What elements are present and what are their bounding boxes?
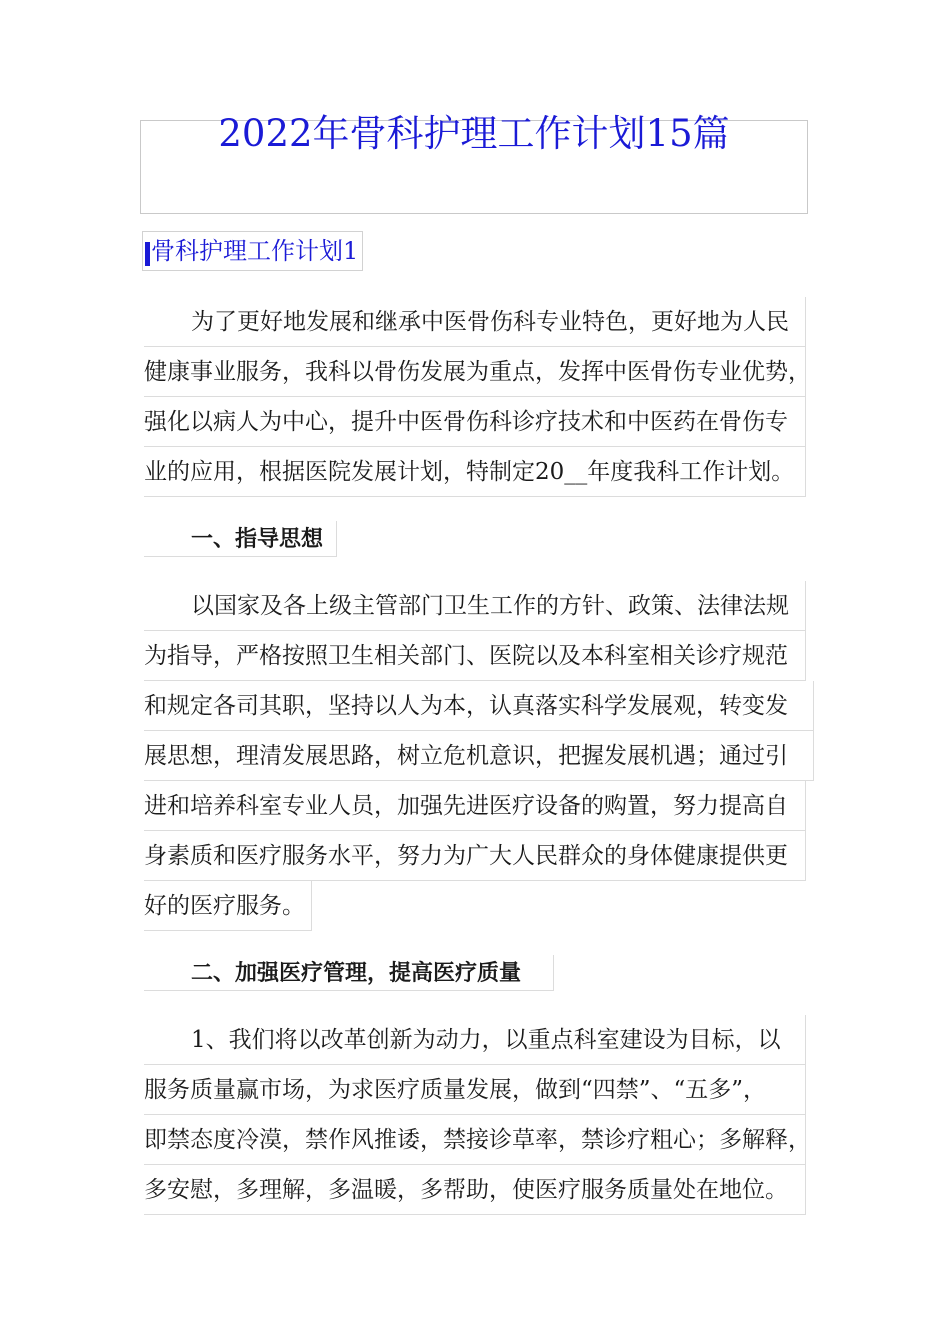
cursor-marker bbox=[145, 242, 150, 266]
paragraph-line: 展思想，理清发展思路，树立危机意识，把握发展机遇；通过引 bbox=[144, 731, 814, 781]
paragraph-line: 业的应用，根据医院发展计划，特制定20__年度我科工作计划。 bbox=[144, 447, 806, 497]
paragraph-line: 1、我们将以改革创新为动力，以重点科室建设为目标，以 bbox=[144, 1015, 806, 1065]
document-title: 2022年骨科护理工作计划15篇 bbox=[218, 112, 730, 155]
paragraph-line: 以国家及各上级主管部门卫生工作的方针、政策、法律法规 bbox=[144, 581, 806, 631]
paragraph-line: 和规定各司其职，坚持以人为本，认真落实科学发展观，转变发 bbox=[144, 681, 814, 731]
subheading-guiding-ideology: 一、指导思想 bbox=[144, 521, 337, 557]
section-heading-text: 骨科护理工作计划1 bbox=[151, 237, 359, 265]
paragraph-line: 身素质和医疗服务水平，努力为广大人民群众的身体健康提供更 bbox=[144, 831, 806, 881]
paragraph-line: 进和培养科室专业人员，加强先进医疗设备的购置，努力提高自 bbox=[144, 781, 806, 831]
paragraph-line: 为指导，严格按照卫生相关部门、医院以及本科室相关诊疗规范 bbox=[144, 631, 806, 681]
paragraph-line: 强化以病人为中心，提升中医骨伤科诊疗技术和中医药在骨伤专 bbox=[144, 397, 806, 447]
paragraph-line: 即禁态度冷漠，禁作风推诿，禁接诊草率，禁诊疗粗心；多解释， bbox=[144, 1115, 806, 1165]
paragraph-line: 多安慰，多理解，多温暖，多帮助，使医疗服务质量处在地位。 bbox=[144, 1165, 806, 1215]
subheading-medical-management: 二、加强医疗管理，提高医疗质量 bbox=[144, 955, 554, 991]
paragraph-line: 为了更好地发展和继承中医骨伤科专业特色，更好地为人民 bbox=[144, 297, 806, 347]
section-heading bbox=[142, 231, 363, 271]
paragraph-line: 服务质量赢市场，为求医疗质量发展，做到“四禁”、“五多”， bbox=[144, 1065, 806, 1115]
paragraph-line: 健康事业服务，我科以骨伤发展为重点，发挥中医骨伤专业优势， bbox=[144, 347, 806, 397]
paragraph-line: 好的医疗服务。 bbox=[144, 881, 312, 931]
